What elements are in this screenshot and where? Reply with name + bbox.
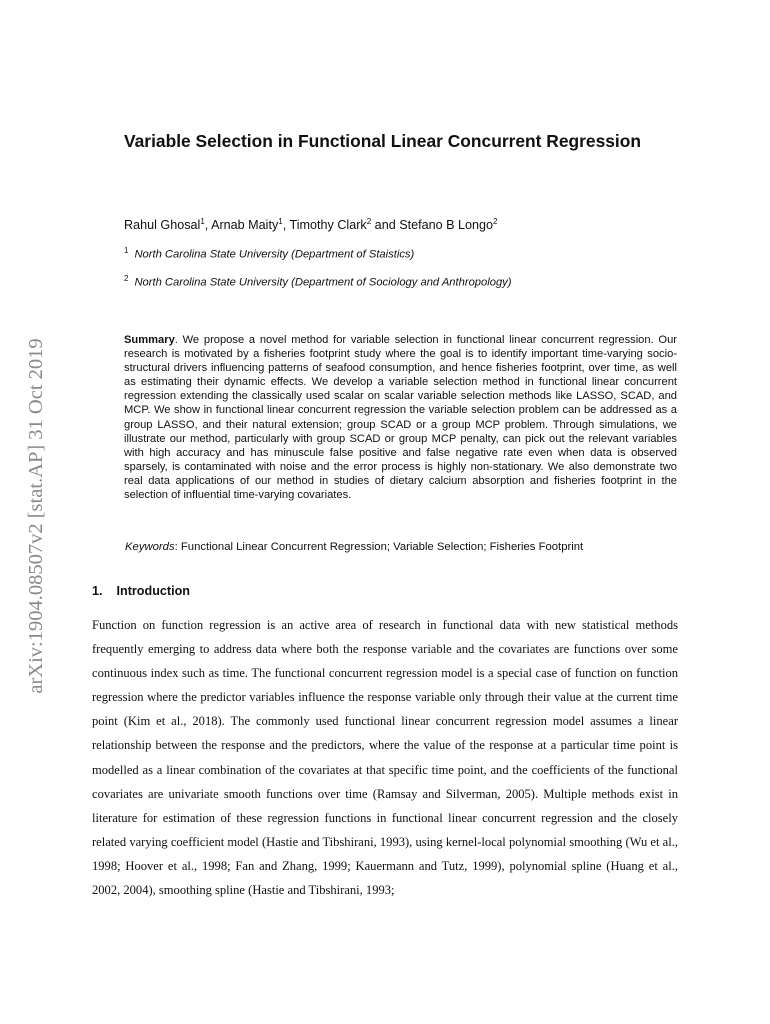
keywords xyxy=(125,539,678,555)
author-name: Arnab Maity xyxy=(211,218,279,233)
affiliation xyxy=(124,271,684,291)
author-separator: , xyxy=(204,218,212,233)
summary-text: . We propose a novel method for variable selection in functional linear concurrent regression. Our research is motivated by a fisheries footprint study where the goal is to identify important time-varying socio-structural drivers influencing patterns of seafood consumption, and hence fisheries footprint, over time, as well as estimating their dynamic effects. We develop a variable selection method in functional linear concurrent regression extending the classically used scalar on scalar variable selection methods like LASSO, SCAD, and MCP. We show in functional linear concurrent regression the variable selection problem can be addressed as a group LASSO, and their natural extension; group SCAD or a group MCP problem. Through simulations, we illustrate our method, particularly with group SCAD or group MCP penalty, can pick out the relevant variables with high accuracy and has minuscule false positive and false negative rate even when data is observed sparsely, is contaminated with noise and the error process is highly non-stationary. We also demonstrate two real data applications of our method in studies of dietary calcium absorption and fisheries footprint in the selection of influential time-varying covariates. xyxy=(124,334,677,502)
author-name: Rahul Ghosal xyxy=(124,218,201,233)
author-affiliation-marker: 1 xyxy=(200,217,205,226)
author-separator: and xyxy=(371,218,400,233)
keywords-label: Keywords xyxy=(125,541,175,553)
summary-label: Summary xyxy=(124,334,175,346)
section-heading xyxy=(92,583,190,599)
paper-title: Variable Selection in Functional Linear Concurrent Regression xyxy=(124,131,642,151)
author-affiliation-marker: 2 xyxy=(366,217,372,226)
affiliation-text: North Carolina State University (Department of Sociology and Anthropology) xyxy=(134,276,512,289)
keywords-text: : Functional Linear Concurrent Regression; Variable Selection; Fisheries Footprint xyxy=(174,541,584,553)
affiliation-number: 1 xyxy=(124,246,129,255)
affiliation xyxy=(124,243,684,263)
author-name: Timothy Clark xyxy=(289,218,367,233)
author-affiliation-marker: 1 xyxy=(278,217,283,226)
affiliation-number: 2 xyxy=(124,274,129,283)
affiliation-text: North Carolina State University (Department of Staistics) xyxy=(134,248,415,261)
author-separator: , xyxy=(282,218,290,233)
abstract-summary xyxy=(124,333,677,502)
section-number: 1. xyxy=(92,584,103,598)
author-list xyxy=(124,213,684,234)
introduction-body: Function on function regression is an active area of research in functional data with new statistical methods frequently emerging to address data where both the response variable and the covariates are functions over some continuous index such as time. The functional concurrent regression model is a special case of function on function regression where the predictor variables influence the response variable only through their value at the current time point (Kim et al., 2018). The commonly used functional linear concurrent regression model assumes a linear relationship between the response and the predictors, where the value of the response at a particular time point is modelled as a linear combination of the covariates at that specific time point, and the coefficients of the functional covariates are univariate smooth functions over time (Ramsay and Silverman, 2005). Multiple methods exist in literature for estimation of these regression functions in functional linear concurrent regression and the closely related varying coefficient model (Hastie and Tibshirani, 1993), using kernel-local polynomial smoothing (Wu et al., 1998; Hoover et al., 1998; Fan and Zhang, 1999; Kauermann and Tutz, 1999), polynomial spline (Huang et al., 2002, 2004), smoothing spline (Hastie and Tibshirani, 1993; xyxy=(92,618,678,898)
author-name: Stefano B Longo xyxy=(399,218,494,233)
arxiv-identifier-stamp: arXiv:1904.08507v2 [stat.AP] 31 Oct 2019 xyxy=(25,338,47,694)
section-title: Introduction xyxy=(116,584,190,598)
author-affiliation-marker: 2 xyxy=(493,217,498,226)
